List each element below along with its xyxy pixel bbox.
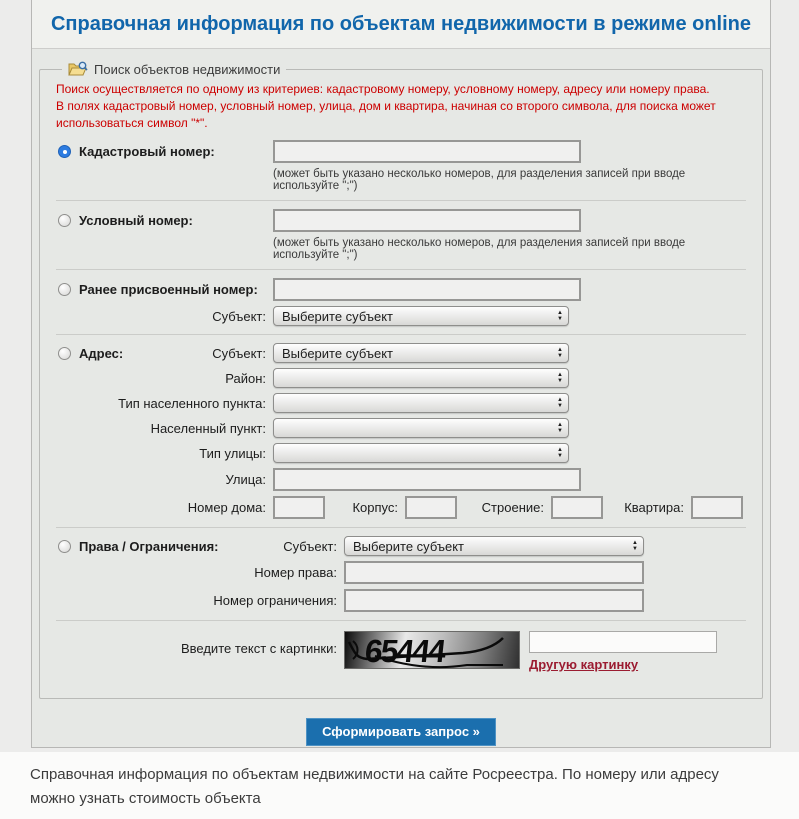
address-settlement-select[interactable] [273, 418, 569, 438]
conditional-hint: (может быть указано несколько номеров, для разделения записей при вводе используйте ";") [273, 237, 686, 261]
previous-subject-label: Субъект: [212, 308, 266, 324]
search-fieldset [39, 61, 763, 699]
rights-radio-row [56, 539, 344, 554]
section-address [56, 335, 746, 528]
section-rights [56, 528, 746, 621]
rights-subject-label: Субъект: [283, 538, 337, 554]
previous-subject-select[interactable] [273, 306, 569, 326]
address-radio-row [56, 346, 273, 361]
captcha-refresh-link[interactable]: Другую картинку [529, 657, 639, 672]
address-block-input[interactable] [405, 496, 457, 519]
search-notice [56, 81, 746, 132]
address-building-input[interactable] [551, 496, 603, 519]
captcha-entry [529, 631, 717, 672]
select-arrows-icon: ▲ ▼ [557, 347, 563, 359]
previous-subject-value: Выберите субъект [282, 308, 393, 324]
previous-label: Ранее присвоенный номер: [79, 282, 258, 297]
section-conditional [56, 201, 746, 270]
fieldset-legend [62, 61, 286, 77]
address-house-label: Номер дома: [187, 500, 266, 515]
conditional-number-input[interactable] [273, 209, 581, 232]
select-arrows-icon: ▲ ▼ [557, 397, 563, 409]
address-street-type-label: Тип улицы: [199, 445, 266, 461]
address-settlement-type-select[interactable] [273, 393, 569, 413]
select-arrows-icon: ▲ ▼ [632, 540, 638, 552]
address-street-label: Улица: [225, 472, 266, 487]
conditional-label: Условный номер: [79, 213, 193, 228]
section-cadastral [56, 132, 746, 201]
rights-subject-select[interactable] [344, 536, 644, 556]
address-radio[interactable] [58, 347, 71, 360]
previous-number-input[interactable] [273, 278, 581, 301]
conditional-radio[interactable] [58, 214, 71, 227]
address-subject-label: Субъект: [212, 345, 266, 361]
address-building-label: Строение: [481, 500, 544, 515]
captcha-input[interactable] [529, 631, 717, 653]
submit-row [32, 718, 770, 746]
previous-radio-row [56, 282, 273, 297]
address-street-input[interactable] [273, 468, 581, 491]
page-title: Справочная информация по объектам недвижимости в режиме online [50, 12, 752, 35]
rights-number-input[interactable] [344, 561, 644, 584]
address-block-label: Корпус: [352, 500, 398, 515]
section-previous [56, 270, 746, 335]
captcha-section [56, 621, 746, 672]
address-district-label: Район: [225, 370, 266, 386]
folder-search-icon [68, 61, 88, 77]
address-district-select[interactable] [273, 368, 569, 388]
address-subject-value: Выберите субъект [282, 345, 393, 361]
main-panel [31, 0, 771, 748]
cadastral-radio[interactable] [58, 145, 71, 158]
restriction-number-input[interactable] [344, 589, 644, 612]
restriction-number-label: Номер ограничения: [213, 593, 337, 608]
address-house-input[interactable] [273, 496, 325, 519]
address-apartment-label: Квартира: [624, 500, 684, 515]
notice-line-2: В полях кадастровый номер, условный номер, улица, дом и квартира, начиная со второго символа, для поиска может использоваться символ "*". [56, 99, 716, 130]
rights-radio[interactable] [58, 540, 71, 553]
cadastral-hint: (может быть указано несколько номеров, для разделения записей при вводе используйте ";") [273, 168, 686, 192]
conditional-radio-row [56, 213, 273, 228]
select-arrows-icon: ▲ ▼ [557, 372, 563, 384]
address-settlement-label: Населенный пункт: [150, 420, 266, 436]
captcha-code-text: 65444 [363, 633, 446, 669]
cadastral-radio-row [56, 144, 273, 159]
rights-subject-value: Выберите субъект [353, 538, 464, 554]
captcha-label: Введите текст с картинки: [180, 641, 337, 656]
rights-number-label: Номер права: [254, 565, 337, 580]
select-arrows-icon: ▲ ▼ [557, 310, 563, 322]
address-settlement-type-label: Тип населенного пункта: [118, 395, 266, 411]
select-arrows-icon: ▲ ▼ [557, 447, 563, 459]
captcha-image [344, 631, 520, 669]
select-arrows-icon: ▲ ▼ [557, 422, 563, 434]
address-label: Адрес: [79, 345, 124, 361]
footer-caption: Справочная информация по объектам недвижимости на сайте Росреестра. По номеру или адресу можно узнать стоимость объекта [30, 766, 719, 807]
address-street-type-select[interactable] [273, 443, 569, 463]
cadastral-label: Кадастровый номер: [79, 144, 215, 159]
notice-line-1: Поиск осуществляется по одному из критериев: кадастровому номеру, условному номеру, адресу или номеру права. [56, 82, 710, 96]
cadastral-number-input[interactable] [273, 140, 581, 163]
fieldset-legend-label: Поиск объектов недвижимости [94, 61, 281, 77]
address-apartment-input[interactable] [691, 496, 743, 519]
rights-label: Права / Ограничения: [79, 538, 219, 554]
previous-radio[interactable] [58, 283, 71, 296]
page-header [32, 0, 770, 49]
address-subject-select[interactable] [273, 343, 569, 363]
submit-button[interactable]: Сформировать запрос » [306, 718, 496, 746]
